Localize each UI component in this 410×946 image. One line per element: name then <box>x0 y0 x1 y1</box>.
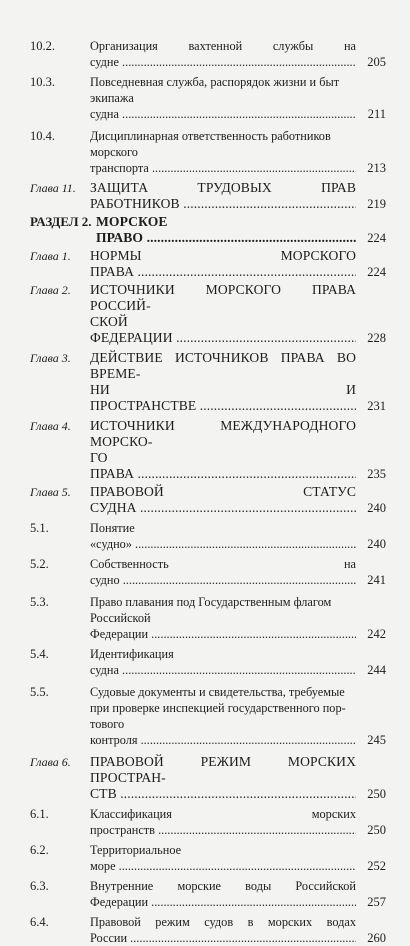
toc-entry-number: 10.3. <box>30 75 55 89</box>
toc-entry-title-line: ИСТОЧНИКИ МОРСКОГО ПРАВА РОССИЙ- <box>90 282 356 313</box>
toc-page-number: 250 <box>367 787 386 801</box>
toc-entry-title <box>90 282 356 346</box>
toc-entry-title <box>90 556 356 588</box>
toc-page-number: 244 <box>367 663 386 677</box>
toc-entry-title-line: НИ И ПРОСТРАНСТВЕ ..... <box>90 382 356 414</box>
toc-entry-title <box>90 754 356 802</box>
toc-page-number: 241 <box>367 573 386 587</box>
toc-entry-title <box>90 684 356 748</box>
toc-subsection-entry <box>0 38 410 70</box>
toc-entry-title-line: Российской Федерации ..... <box>90 610 356 642</box>
toc-entry-title <box>90 878 356 910</box>
toc-entry-number: Глава 6. <box>30 755 71 769</box>
toc-page-number: 228 <box>367 331 386 345</box>
toc-page-number: 235 <box>367 467 386 481</box>
toc-entry-title-line: Дисциплинарная ответственность работников <box>90 129 331 143</box>
toc-chapter-entry <box>0 282 410 346</box>
toc-page-number: 240 <box>367 501 386 515</box>
toc-page-number: 224 <box>367 231 386 245</box>
toc-entry-title-line: морского транспорта ..... <box>90 144 356 176</box>
toc-entry-title-line: Повседневная служба, распорядок жизни и быт <box>90 75 340 89</box>
toc-entry-title <box>90 806 356 838</box>
toc-chapter-entry <box>0 484 410 516</box>
toc-entry-number: 5.2. <box>30 557 49 571</box>
toc-entry-number: Глава 2. <box>30 283 71 297</box>
toc-entry-number: 6.4. <box>30 915 49 929</box>
toc-page-number: 252 <box>367 859 386 873</box>
toc-entry-number: Глава 4. <box>30 419 71 433</box>
toc-entry-title <box>90 248 356 280</box>
table-of-contents <box>0 38 410 946</box>
toc-page-number: 242 <box>367 627 386 641</box>
toc-chapter-entry <box>0 180 410 212</box>
toc-entry-title <box>90 484 356 516</box>
toc-entry-number: 5.5. <box>30 685 49 699</box>
toc-entry-title-line: МОРСКОЕ ПРАВО ..... <box>96 214 356 246</box>
toc-entry-title <box>90 646 356 678</box>
toc-chapter-entry <box>0 248 410 280</box>
toc-entry-title-line: Право плавания под Государственным флагом <box>90 595 332 609</box>
toc-entry-number: 6.2. <box>30 843 49 857</box>
toc-entry-title <box>90 914 356 946</box>
toc-entry-title <box>90 128 356 176</box>
toc-entry-title-line: Территориальное море ..... <box>90 842 356 874</box>
toc-entry-number: Глава 5. <box>30 485 71 499</box>
toc-page-number: 245 <box>367 733 386 747</box>
toc-entry-title-line: при проверке инспекцией государственного пор- <box>90 701 346 715</box>
toc-page-number: 219 <box>367 197 386 211</box>
toc-entry-title <box>90 180 356 212</box>
toc-entry-title-line: ГО ПРАВА ..... <box>90 450 356 482</box>
toc-page-number: 231 <box>367 399 386 413</box>
toc-subsection-entry <box>0 914 410 946</box>
toc-entry-number: Глава 11. <box>30 181 76 195</box>
toc-entry-title-line: Внутренние морские воды Российской Федерации ..... <box>90 878 356 910</box>
toc-subsection-entry <box>0 878 410 910</box>
toc-chapter-entry <box>0 350 410 414</box>
toc-entry-title-line: Собственность на судно ..... <box>90 556 356 588</box>
toc-page-number: 213 <box>367 161 386 175</box>
toc-entry-title-line: тового контроля ..... <box>90 716 356 748</box>
toc-entry-title-line: Идентификация судна ..... <box>90 646 356 678</box>
toc-entry-title <box>96 214 356 246</box>
toc-subsection-entry <box>0 684 410 748</box>
toc-entry-title-line: СТВ ..... <box>90 786 356 802</box>
toc-entry-number: 5.4. <box>30 647 49 661</box>
toc-entry-number: 10.4. <box>30 129 55 143</box>
toc-subsection-entry <box>0 520 410 552</box>
toc-entry-title <box>90 38 356 70</box>
toc-entry-number: 10.2. <box>30 39 55 53</box>
toc-entry-title-line: ДЕЙСТВИЕ ИСТОЧНИКОВ ПРАВА ВО ВРЕМЕ- <box>90 350 356 381</box>
toc-chapter-entry <box>0 418 410 482</box>
toc-entry-title <box>90 842 356 874</box>
toc-entry-title <box>90 350 356 414</box>
toc-subsection-entry <box>0 842 410 874</box>
toc-entry-title <box>90 520 356 552</box>
toc-entry-title <box>90 418 356 482</box>
toc-entry-title <box>90 74 356 122</box>
toc-entry-title-line: ЗАЩИТА ТРУДОВЫХ ПРАВ РАБОТНИКОВ ..... <box>90 180 356 212</box>
toc-page-number: 240 <box>367 537 386 551</box>
toc-page-number: 257 <box>367 895 386 909</box>
toc-subsection-entry <box>0 646 410 678</box>
toc-entry-number: РАЗДЕЛ 2. <box>30 214 92 229</box>
toc-entry-title-line: Классификация морских пространств ..... <box>90 806 356 838</box>
toc-page-number: 250 <box>367 823 386 837</box>
toc-subsection-entry <box>0 806 410 838</box>
toc-subsection-entry <box>0 594 410 642</box>
toc-entry-title-line: Организация вахтенной службы на судне ..... <box>90 38 356 70</box>
toc-entry-title-line: ПРАВОВОЙ РЕЖИМ МОРСКИХ ПРОСТРАН- <box>90 754 356 785</box>
toc-subsection-entry <box>0 128 410 176</box>
toc-subsection-entry <box>0 556 410 588</box>
toc-page-number: 205 <box>367 55 386 69</box>
toc-page-number: 260 <box>367 931 386 945</box>
toc-entry-title-line: ИСТОЧНИКИ МЕЖДУНАРОДНОГО МОРСКО- <box>90 418 356 449</box>
toc-entry-title-line: Понятие «судно» ..... <box>90 520 356 552</box>
toc-entry-number: Глава 3. <box>30 351 71 365</box>
toc-entry-title-line: Правовой режим судов в морских водах России ..... <box>90 914 356 946</box>
toc-page-number: 224 <box>367 265 386 279</box>
toc-entry-number: Глава 1. <box>30 249 71 263</box>
toc-entry-number: 5.1. <box>30 521 49 535</box>
toc-chapter-entry <box>0 754 410 802</box>
toc-entry-number: 6.1. <box>30 807 49 821</box>
toc-page-number: 211 <box>367 107 386 121</box>
toc-entry-number: 6.3. <box>30 879 49 893</box>
toc-section-entry <box>0 214 410 246</box>
toc-entry-title-line: Судовые документы и свидетельства, требуемые <box>90 685 345 699</box>
toc-entry-title-line: экипажа судна ..... <box>90 90 356 122</box>
toc-entry-title <box>90 594 356 642</box>
toc-entry-title-line: ПРАВОВОЙ СТАТУС СУДНА ..... <box>90 484 356 516</box>
toc-entry-number: 5.3. <box>30 595 49 609</box>
toc-entry-title-line: СКОЙ ФЕДЕРАЦИИ ..... <box>90 314 356 346</box>
toc-subsection-entry <box>0 74 410 122</box>
toc-entry-title-line: НОРМЫ МОРСКОГО ПРАВА ..... <box>90 248 356 280</box>
